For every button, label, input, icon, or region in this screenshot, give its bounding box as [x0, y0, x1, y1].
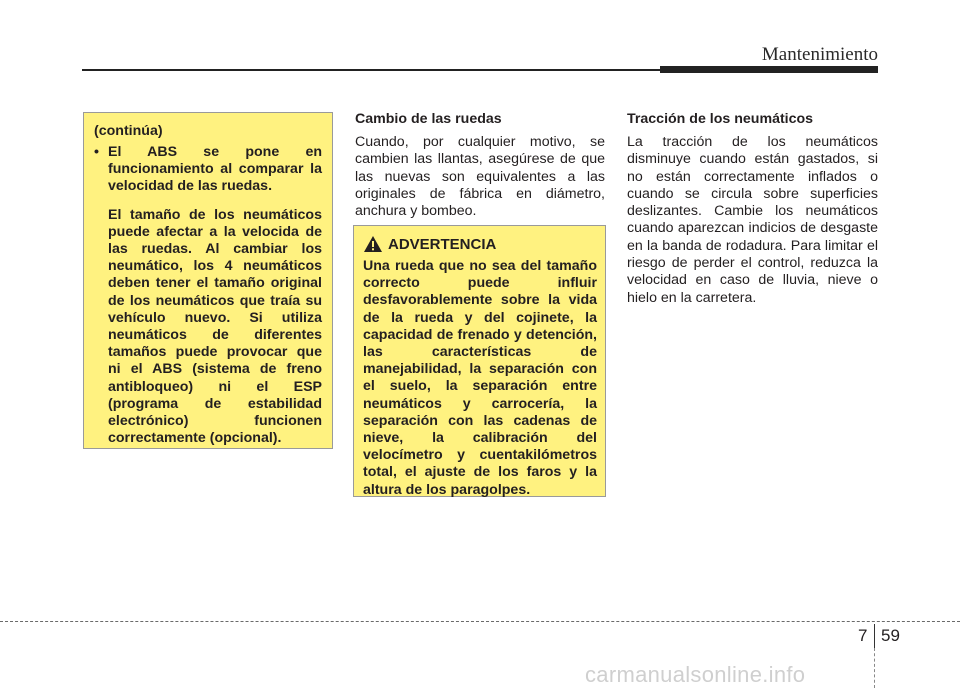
warning-body: Una rueda que no sea del tamaño correcto puede influir desfavorablemente sobre la vida de la rueda y del cojinete, la capacidad de frenado y detención, las características de manejabilidad, la separación con el suelo, la separación entre neumáticos y carrocería, la separación con las cadenas de nieve, la calibración del velocímetro y cuentakilómetros total, el ajuste de los faros y la altura de los paragolpes.	[363, 258, 597, 498]
page-number-separator	[874, 624, 875, 648]
header-rule	[82, 69, 702, 71]
footer-divider	[0, 621, 960, 622]
page-number: 59	[881, 626, 900, 645]
traction-body: La tracción de los neumáticos disminuye cuando están gastados, si no están correctamente inflados o cuando se circula sobre superficies deslizantes. Cambie los neumáticos cuando aparezcan indicios de desgaste en la banda de rodadura. Para limitar el riesgo de perder el control, reduzca la velocidad en caso de lluvia, nieve o hielo en la carretera.	[627, 134, 878, 306]
bullet-icon: •	[94, 144, 99, 160]
watermark: carmanualsonline.info	[585, 662, 806, 687]
bullet-item	[94, 144, 322, 196]
bullet-text: El ABS se pone en funcionamiento al comparar la velocidad de las ruedas.	[108, 144, 322, 195]
wheel-change-body: Cuando, por cualquier motivo, se cambien las llantas, asegúrese de que las nuevas son equivalentes a las originales de fábrica en diámetro, anchura y bombeo.	[355, 134, 605, 220]
tire-size-paragraph: El tamaño de los neumáticos puede afectar a la velocida de las ruedas. Al cambiar los neumático, los 4 neumáticos deben tener el tamaño original de los neumáticos que traía su vehículo nuevo. Si utiliza neumáticos de diferentes tamaños puede provocar que ni el ABS (sistema de freno antibloqueo) ni el ESP (programa de estabilidad electrónico) funcionen correctamente (opcional).	[108, 206, 322, 447]
page-section-title: Mantenimiento	[761, 44, 878, 65]
traction-section	[627, 110, 878, 307]
traction-heading: Tracción de los neumáticos	[627, 111, 814, 127]
header-rule-accent	[660, 66, 878, 73]
warning-box	[353, 225, 606, 497]
warning-title: ADVERTENCIA	[388, 235, 497, 253]
wheel-change-heading: Cambio de las ruedas	[355, 111, 502, 127]
chapter-number: 7	[858, 626, 868, 645]
wheel-change-section	[355, 110, 605, 220]
warning-header	[363, 235, 597, 253]
continued-label: (continúa)	[94, 123, 163, 139]
warning-triangle-icon	[363, 235, 383, 253]
page-tick-mark	[874, 648, 875, 688]
continued-note-box	[83, 112, 333, 449]
